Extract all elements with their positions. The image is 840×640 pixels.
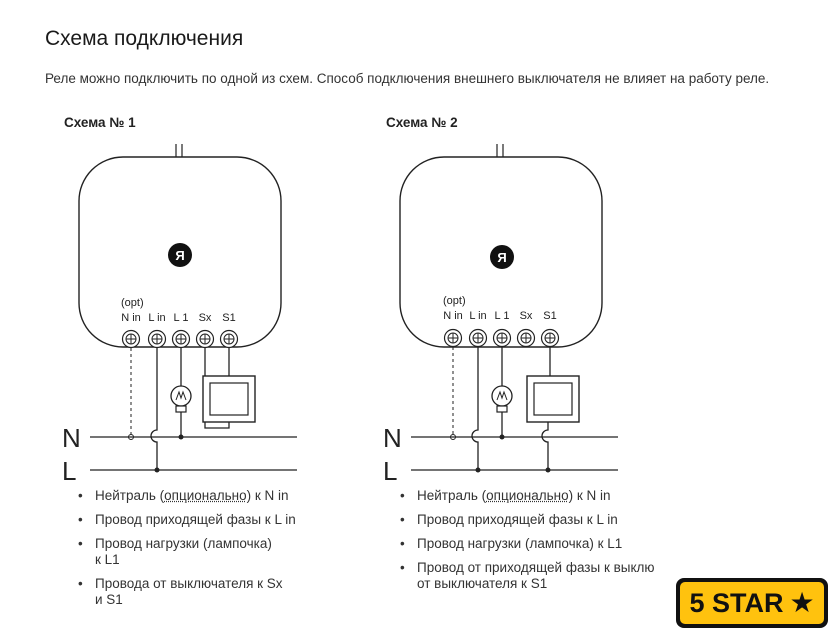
terminal-label-n-in: N in <box>121 312 141 324</box>
terminal-label-l1: L 1 <box>173 312 189 324</box>
lamp-icon <box>171 386 191 412</box>
list-item: • Нейтраль (опционально) к N in <box>75 488 296 504</box>
terminal-screw-icon <box>197 331 214 348</box>
terminal-screw-icon <box>221 331 238 348</box>
list-item: • Провод приходящей фазы к L in <box>397 512 655 528</box>
five-star-badge <box>676 578 828 628</box>
list-item: • Нейтраль (опционально) к N in <box>397 488 655 504</box>
page-title: Схема подключения <box>45 27 244 50</box>
terminal-screw-icon <box>470 330 487 347</box>
switch-icon <box>203 376 255 422</box>
scheme2-title: Схема № 2 <box>386 115 458 130</box>
yandex-logo-letter: Я <box>497 250 507 265</box>
terminal-label-sx: Sx <box>519 310 533 322</box>
terminal-label-l1: L 1 <box>494 310 510 322</box>
scheme2-notes <box>397 488 655 600</box>
bus-n-label: N <box>62 423 81 453</box>
opt-label: (opt) <box>121 297 144 309</box>
scheme1-diagram <box>62 144 297 486</box>
terminal-label-s1: S1 <box>222 312 236 324</box>
terminal-label-l-in: L in <box>469 310 487 322</box>
list-item: • Провод приходящей фазы к L in <box>75 512 296 528</box>
list-item: • Провод нагрузки (лампочка) к L1 <box>75 536 296 568</box>
bus-n-label: N <box>383 423 402 453</box>
terminal-screw-icon <box>149 331 166 348</box>
terminal-screw-icon <box>494 330 511 347</box>
terminal-screw-icon <box>518 330 535 347</box>
star-icon: ★ <box>789 587 815 618</box>
list-item: • Провод от приходящей фазы к выклю от выключателя к S1 <box>397 560 655 592</box>
terminal-label-l-in: L in <box>148 312 166 324</box>
opt-label: (opt) <box>443 295 466 307</box>
list-item: • Провод нагрузки (лампочка) к L1 <box>397 536 655 552</box>
terminal-label-sx: Sx <box>198 312 212 324</box>
switch-icon <box>527 376 579 422</box>
intro-text: Реле можно подключить по одной из схем. Способ подключения внешнего выключателя не влияет на работу реле. <box>45 71 770 86</box>
scheme2-diagram <box>383 144 618 486</box>
terminal-label-s1: S1 <box>543 310 557 322</box>
lamp-icon <box>492 386 512 412</box>
scheme1-title: Схема № 1 <box>64 115 136 130</box>
scheme1-notes <box>75 488 296 616</box>
yandex-logo-letter: Я <box>175 248 185 263</box>
list-item: • Провода от выключателя к Sx и S1 <box>75 576 296 608</box>
terminal-screw-icon <box>123 331 140 348</box>
bus-l-label: L <box>383 456 398 486</box>
terminal-screw-icon <box>445 330 462 347</box>
terminal-screw-icon <box>173 331 190 348</box>
bus-l-label: L <box>62 456 77 486</box>
badge-text: 5 STAR <box>689 587 784 618</box>
terminal-screw-icon <box>542 330 559 347</box>
terminal-label-n-in: N in <box>443 310 463 322</box>
